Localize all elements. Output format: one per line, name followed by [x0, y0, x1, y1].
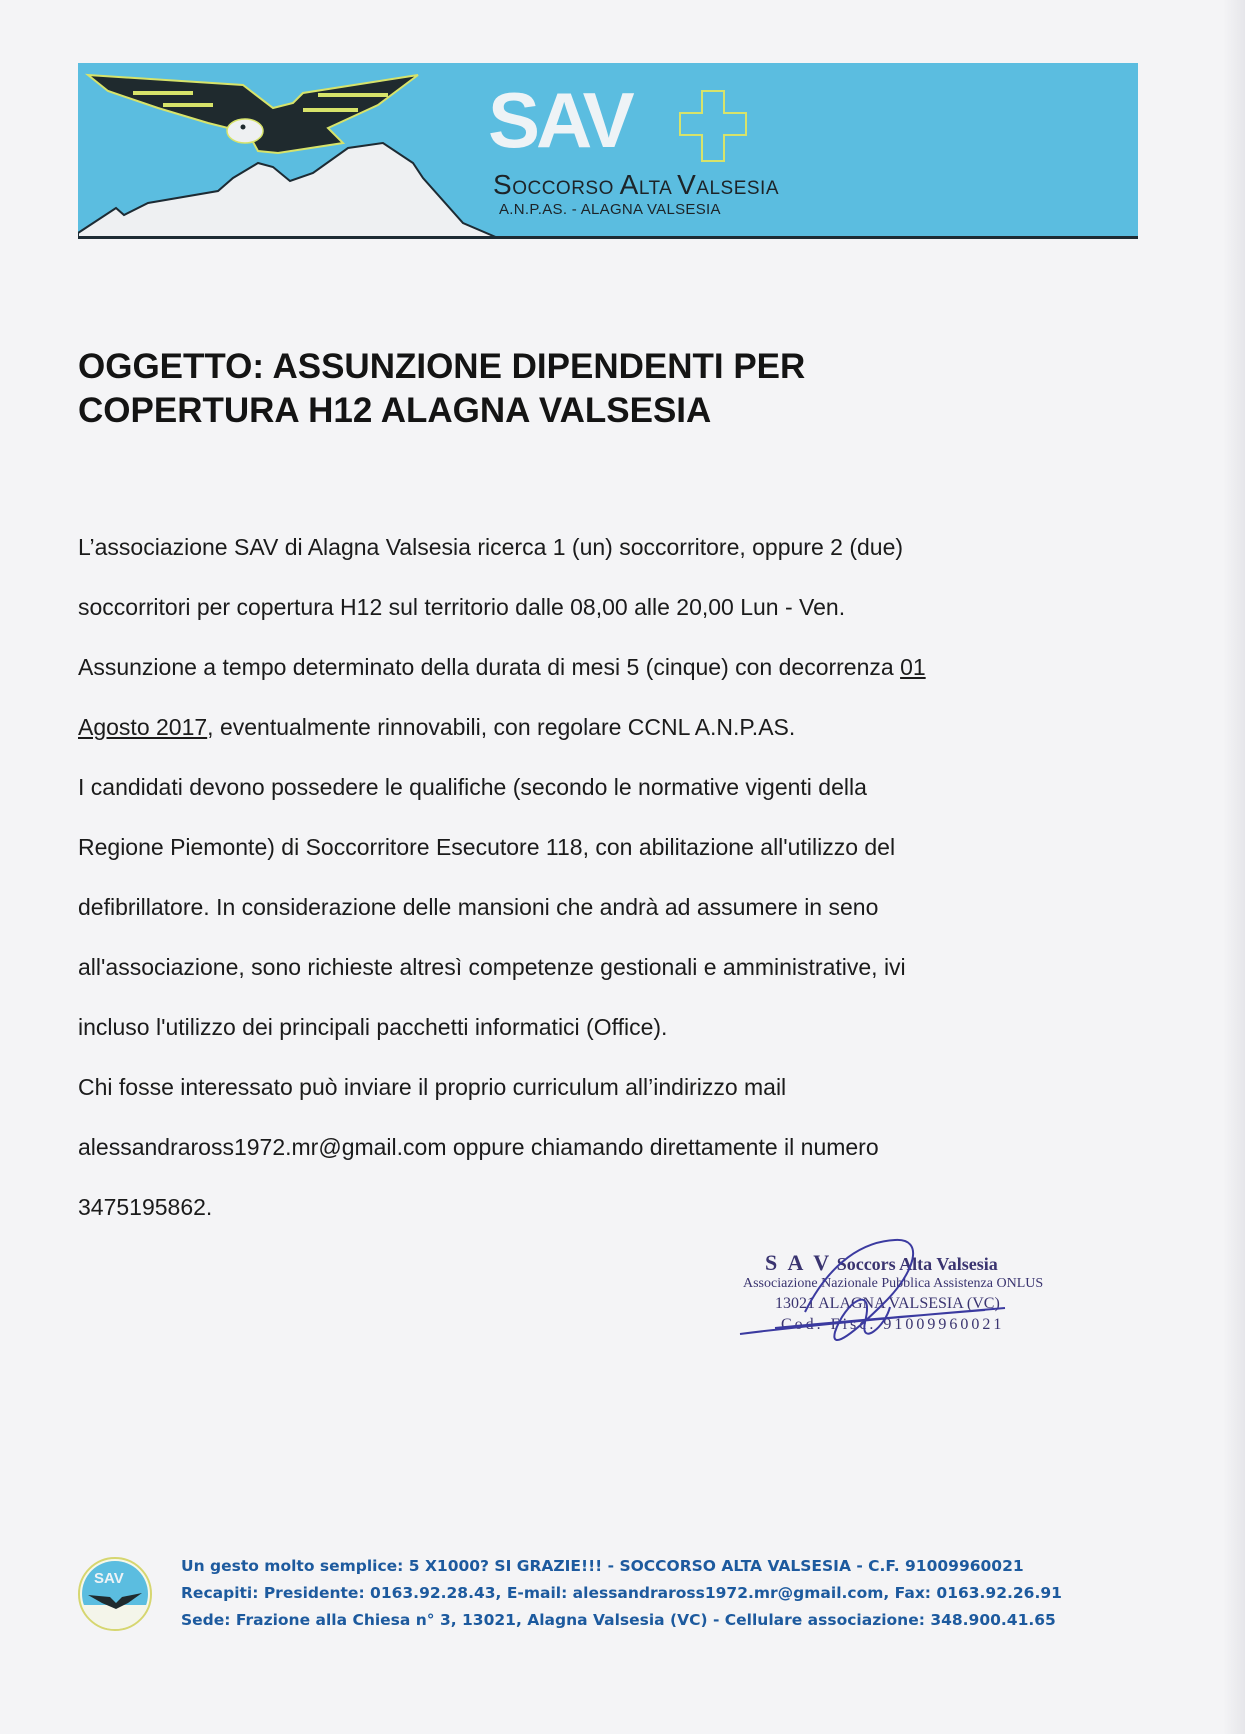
start-day: 01	[900, 654, 926, 680]
body-line: all'associazione, sono richieste altresì competenze gestionali e amministrative, ivi	[78, 954, 906, 980]
body-line: L’associazione SAV di Alagna Valsesia ricerca 1 (un) soccorritore, oppure 2 (due)	[78, 534, 904, 560]
association-stamp	[735, 1250, 1095, 1370]
sav-logo-text: SAV	[488, 76, 631, 164]
org-name-cap: A	[619, 169, 639, 200]
org-subtitle: A.N.P.AS. - ALAGNA VALSESIA	[499, 201, 721, 218]
body-line: I candidati devono possedere le qualifiche (secondo le normative vigenti della	[78, 774, 867, 800]
body-line: Regione Piemonte) di Soccorritore Esecutore 118, con abilitazione all'utilizzo del	[78, 834, 896, 860]
org-name	[493, 171, 779, 199]
body-text: Assunzione a tempo determinato della durata di mesi 5 (cinque) con decorrenza	[78, 654, 901, 680]
footer-contacts	[181, 1553, 1062, 1634]
stamp-name: Soccors Alta Valsesia	[832, 1254, 998, 1274]
start-date: Agosto 2017	[78, 714, 208, 740]
org-name-part: ALSESIA	[696, 178, 779, 199]
body-line: 3475195862.	[78, 1194, 213, 1220]
body-line: defibrillatore. In considerazione delle mansioni che andrà ad assumere in seno	[78, 894, 879, 920]
mountain-icon	[78, 143, 498, 238]
stamp-sav: S A V	[765, 1250, 833, 1275]
cross-icon	[678, 89, 748, 163]
footer-logo	[78, 1557, 152, 1631]
footer-line: Sede: Frazione alla Chiesa n° 3, 13021, Alagna Valsesia (VC) - Cellulare associazione: 348.900.41.65	[181, 1611, 1056, 1629]
banner-divider	[78, 236, 1138, 239]
stamp-line: Cod. Fisc. 91009960021	[781, 1316, 1005, 1333]
org-name-cap: S	[493, 169, 513, 200]
org-name-cap: V	[677, 169, 697, 200]
scan-edge	[1223, 0, 1245, 1734]
footer-line: Un gesto molto semplice: 5 X1000? SI GRAZIE!!! - SOCCORSO ALTA VALSESIA - C.F. 91009960021	[181, 1557, 1024, 1575]
body-line	[78, 713, 1118, 773]
signature-icon	[735, 1232, 1095, 1382]
stamp-line: 13021 ALAGNA VALSESIA (VC)	[775, 1295, 1000, 1312]
header-banner	[78, 63, 1138, 238]
stamp-line: Associazione Nazionale Pubblica Assistenza ONLUS	[743, 1276, 1044, 1291]
body-line: incluso l'utilizzo dei principali pacchetti informatici (Office).	[78, 1014, 668, 1040]
footer-logo-text: SAV	[94, 1570, 124, 1587]
org-name-part: OCCORSO	[512, 178, 620, 199]
document-title	[78, 345, 1078, 433]
footer-line: Recapiti: Presidente: 0163.92.28.43, E-mail: alessandraross1972.mr@gmail.com, Fax: 0163.92.26.91	[181, 1584, 1062, 1602]
org-name-part: LTA	[638, 178, 678, 199]
body-line: Chi fosse interessato può inviare il proprio curriculum all’indirizzo mail	[78, 1074, 787, 1100]
title-line: COPERTURA H12 ALAGNA VALSESIA	[78, 391, 712, 430]
body-text: , eventualmente rinnovabili, con regolare CCNL A.N.P.AS.	[207, 714, 796, 740]
body-line: alessandraross1972.mr@gmail.com oppure chiamando direttamente il numero	[78, 1134, 879, 1160]
body-line: soccorritori per copertura H12 sul territorio dalle 08,00 alle 20,00 Lun - Ven.	[78, 594, 846, 620]
title-line: OGGETTO: ASSUNZIONE DIPENDENTI PER	[78, 347, 806, 386]
footer-eagle-icon	[80, 1559, 150, 1629]
document-body	[78, 533, 1118, 1253]
body-line	[78, 653, 1118, 713]
